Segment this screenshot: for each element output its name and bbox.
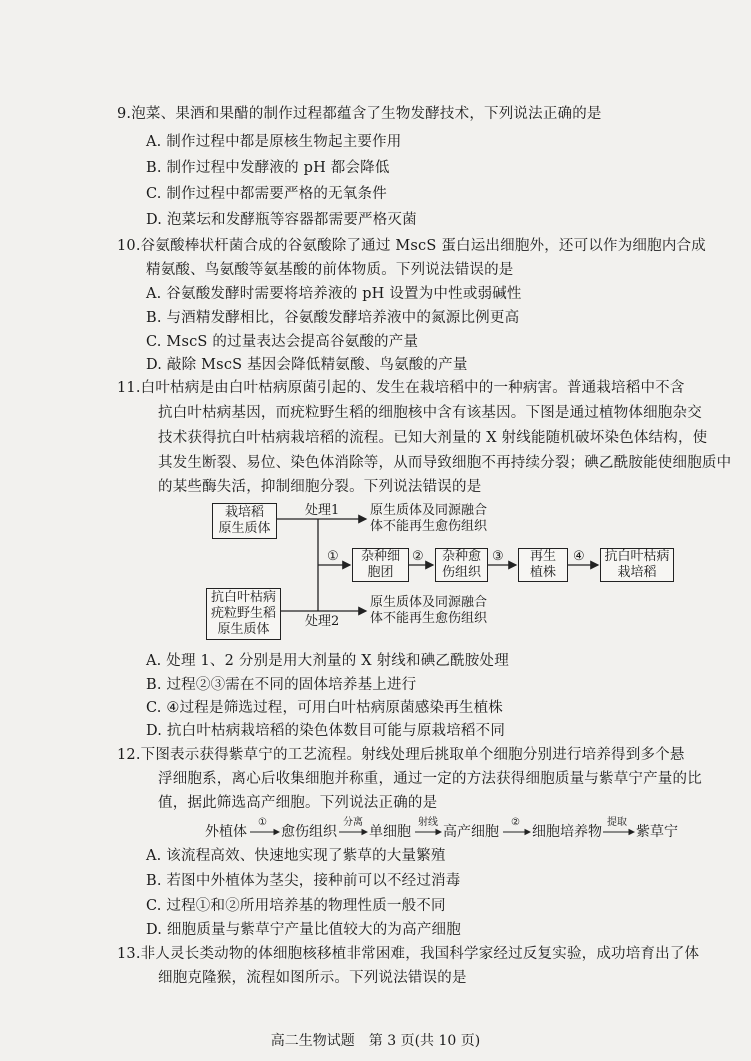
result-bottom-text: 原生质体及同源融合 体不能再生愈伤组织 — [370, 595, 488, 626]
q13-stem-line1: 13.非人灵长类动物的体细胞核移植非常困难，我国科学家经过反复实验，成功培育出了体 — [117, 946, 700, 962]
flow-arrow-label-5: 提取 — [607, 817, 627, 828]
box-wild-protoplast: 抗白叶枯病 疣粒野生稻 原生质体 — [206, 588, 281, 640]
q10-stem-line2: 精氨酸、鸟氨酸等氨基酸的前体物质。下列说法错误的是 — [146, 262, 514, 278]
step3-label: ③ — [492, 549, 504, 564]
step1-label: ① — [327, 549, 339, 564]
box-resistant-rice: 抗白叶枯病 栽培稻 — [600, 548, 674, 582]
box-cultivated-protoplast: 栽培稻 原生质体 — [212, 503, 277, 539]
q11-stem-line2: 抗白叶枯病基因，而疣粒野生稻的细胞核中含有该基因。下图是通过植物体细胞杂交 — [158, 405, 702, 421]
box-hybrid-cell: 杂种细 胞团 — [352, 548, 409, 582]
q12-stem-line3: 值，据此筛选高产细胞。下列说法正确的是 — [158, 795, 438, 811]
q12-option-c: C. 过程①和②所用培养基的物理性质一般不同 — [146, 898, 446, 914]
treat1-label: 处理1 — [305, 503, 340, 518]
q9-option-d: D. 泡菜坛和发酵瓶等容器都需要严格灭菌 — [146, 212, 417, 228]
q13-stem-line2: 细胞克隆猴，流程如图所示。下列说法错误的是 — [158, 970, 467, 986]
q10-option-c: C. MscS 的过量表达会提高谷氨酸的产量 — [146, 334, 419, 350]
flow-high-yield-cell: 高产细胞 — [443, 824, 499, 840]
q11-option-c: C. ④过程是筛选过程，可用白叶枯病原菌感染再生植株 — [146, 700, 503, 716]
q10-stem-line1: 10.谷氨酸棒状杆菌合成的谷氨酸除了通过 MscS 蛋白运出细胞外，还可以作为细胞内合成 — [117, 238, 706, 254]
q11-stem-line4: 其发生断裂、易位、染色体消除等，从而导致细胞不再持续分裂；碘乙酰胺能使细胞质中 — [158, 455, 732, 471]
result-top-text: 原生质体及同源融合 体不能再生愈伤组织 — [370, 503, 488, 534]
q9-stem: 9.泡菜、果酒和果醋的制作过程都蕴含了生物发酵技术，下列说法正确的是 — [117, 106, 602, 122]
flow-explant: 外植体 — [205, 824, 247, 840]
q9-option-a: A. 制作过程中都是原核生物起主要作用 — [146, 134, 402, 150]
box-regenerated-plant: 再生 植株 — [518, 548, 568, 582]
q9-option-c: C. 制作过程中都需要严格的无氧条件 — [146, 186, 387, 202]
flow-arrow-label-4: ② — [511, 817, 520, 828]
q12-option-a: A. 该流程高效、快速地实现了紫草的大量繁殖 — [146, 848, 446, 864]
q12-stem-line2: 浮细胞系，离心后收集细胞并称重，通过一定的方法获得细胞质量与紫草宁产量的比 — [158, 771, 702, 787]
q12-stem-line1: 12.下图表示获得紫草宁的工艺流程。射线处理后挑取单个细胞分别进行培养得到多个悬 — [117, 747, 685, 763]
flow-arrow-label-2: 分离 — [343, 817, 363, 828]
flow-single-cell: 单细胞 — [369, 824, 411, 840]
flow-arrow-label-1: ① — [258, 817, 267, 828]
q11-option-d: D. 抗白叶枯病栽培稻的染色体数目可能与原栽培稻不同 — [146, 723, 506, 739]
treat2-label: 处理2 — [305, 614, 340, 629]
step4-label: ④ — [573, 549, 585, 564]
q12-option-d: D. 细胞质量与紫草宁产量比值较大的为高产细胞 — [146, 922, 461, 938]
q10-option-d: D. 敲除 MscS 基因会降低精氨酸、鸟氨酸的产量 — [146, 357, 468, 373]
q10-option-a: A. 谷氨酸发酵时需要将培养液的 pH 设置为中性或弱碱性 — [146, 286, 522, 302]
q11-stem-line5: 的某些酶失活，抑制细胞分裂。下列说法错误的是 — [158, 479, 482, 495]
flow-cell-culture: 细胞培养物 — [532, 824, 602, 840]
q11-option-b: B. 过程②③需在不同的固体培养基上进行 — [146, 677, 417, 693]
flow-shikonin: 紫草宁 — [636, 824, 678, 840]
flow-arrow-label-3: 射线 — [418, 817, 438, 828]
q11-option-a: A. 处理 1、2 分别是用大剂量的 X 射线和碘乙酰胺处理 — [146, 653, 509, 669]
q10-option-b: B. 与酒精发酵相比，谷氨酸发酵培养液中的氮源比例更高 — [146, 310, 520, 326]
q11-stem-line1: 11.白叶枯病是由白叶枯病原菌引起的、发生在栽培稻中的一种病害。普通栽培稻中不含 — [117, 380, 685, 396]
q11-stem-line3: 技术获得抗白叶枯病栽培稻的流程。已知大剂量的 X 射线能随机破坏染色体结构，使 — [158, 430, 708, 446]
q12-option-b: B. 若图中外植体为茎尖，接种前可以不经过消毒 — [146, 873, 461, 889]
step2-label: ② — [412, 549, 424, 564]
q9-option-b: B. 制作过程中发酵液的 pH 都会降低 — [146, 160, 390, 176]
page-footer: 高二生物试题 第 3 页(共 10 页) — [270, 1033, 481, 1049]
flow-callus: 愈伤组织 — [281, 824, 337, 840]
box-hybrid-callus: 杂种愈 伤组织 — [435, 548, 488, 582]
